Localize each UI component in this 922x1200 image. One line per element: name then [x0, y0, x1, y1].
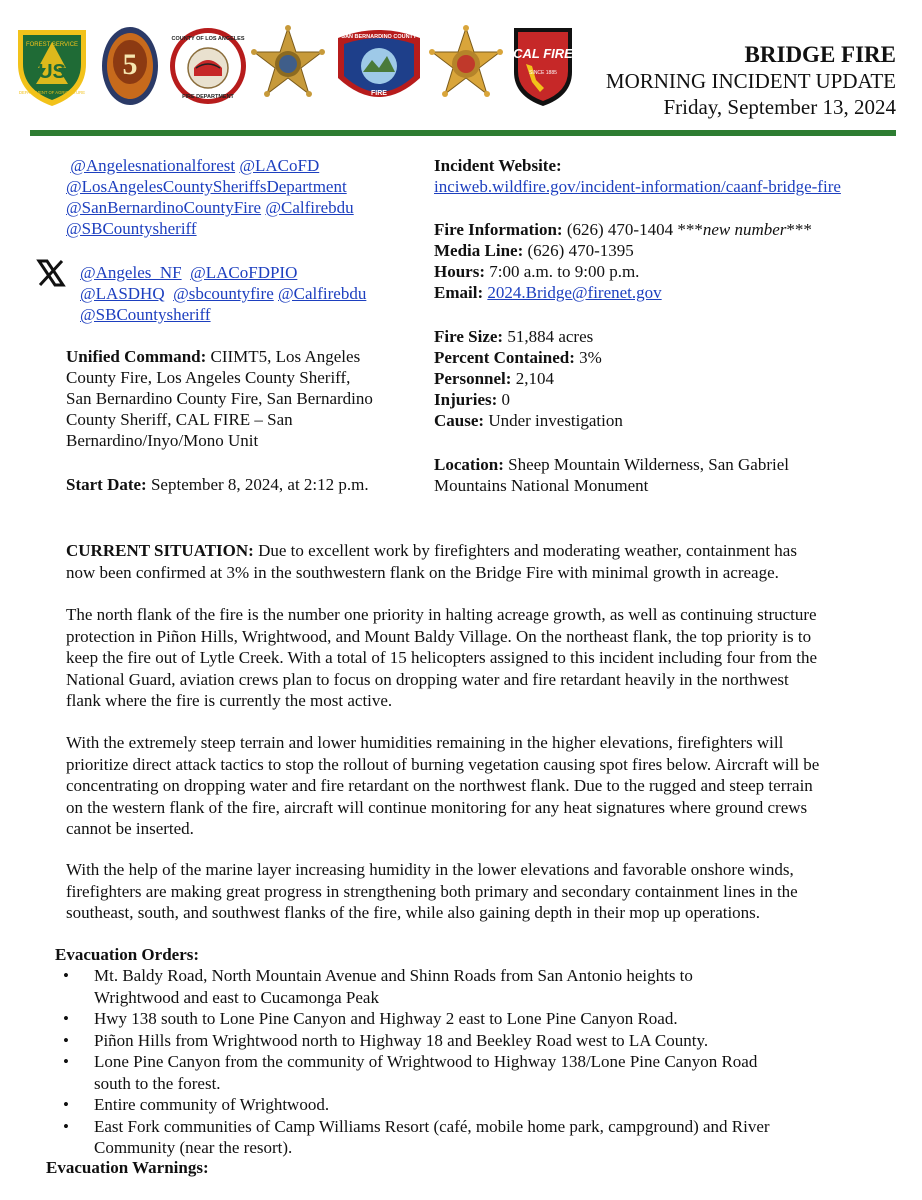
forest-service-letters: US — [38, 61, 66, 83]
sb-fire-label: SAN BERNARDINO COUNTY — [341, 34, 417, 40]
x-handle[interactable]: @Calfirebdu — [278, 284, 367, 303]
situation-paragraph-4 — [66, 859, 894, 924]
paragraph-line: cannot be inserted. — [66, 819, 194, 838]
email-link[interactable]: 2024.Bridge@firenet.gov — [487, 283, 662, 302]
list-item-text: Mt. Baldy Road, North Mountain Avenue and Shinn Roads from San Antonio heights to — [94, 966, 693, 985]
x-line-2 — [80, 283, 425, 304]
paragraph-line: With the help of the marine layer increasing humidity in the lower elevations and favorable onshore winds, — [66, 860, 794, 879]
la-county-sheriff-logo — [250, 24, 326, 108]
fire-info-note: new number — [702, 220, 787, 239]
media-value: (626) 470-1395 — [527, 241, 634, 260]
location-label: Location: — [434, 455, 504, 474]
email-label: Email: — [434, 283, 484, 302]
facebook-handles — [66, 155, 411, 239]
evacuation-warnings-heading: Evacuation Warnings: — [46, 1158, 209, 1177]
paragraph-line: flank where the fire is currently the most active. — [66, 691, 393, 710]
facebook-handle[interactable]: @SBCountysheriff — [66, 219, 197, 238]
paragraph-line: National Guard, aviation crews plan to focus on dropping water and fire retardant heavily in the northwest — [66, 669, 789, 689]
list-item-text: Hwy 138 south to Lone Pine Canyon and Highway 2 east to Lone Pine Canyon Road. — [94, 1009, 678, 1028]
unified-command-line: County Sheriff, CAL FIRE – San — [66, 410, 293, 429]
fire-info-value: (626) 470-1404 *** — [566, 220, 703, 239]
start-date-value: September 8, 2024, at 2:12 p.m. — [150, 475, 369, 494]
list-item — [56, 1051, 856, 1094]
fire-info-label: Fire Information: — [434, 220, 563, 239]
unified-command-line: County Fire, Los Angeles County Sheriff, — [66, 368, 351, 387]
facebook-line-3 — [66, 197, 411, 218]
x-handle[interactable]: @SBCountysheriff — [80, 305, 211, 324]
evacuation-orders-heading: Evacuation Orders: — [55, 945, 200, 964]
list-item — [56, 965, 856, 1008]
incident-website-label: Incident Website: — [434, 156, 562, 175]
bullet: • — [63, 1009, 69, 1028]
hours-line — [434, 261, 904, 282]
list-item-text: Community (near the resort). — [94, 1138, 293, 1157]
unified-command-line: CIIMT5, Los Angeles — [210, 347, 361, 366]
la-county-fire-logo — [168, 24, 248, 108]
stat-cause — [434, 410, 904, 431]
paragraph-line: The north flank of the fire is the number one priority in halting acreage growth, as well as continuing structure — [66, 605, 817, 624]
list-item — [56, 1008, 856, 1030]
la-county-fire-bottom: FIRE DEPARTMENT — [182, 94, 234, 100]
start-date-label: Start Date: — [66, 475, 147, 494]
hours-label: Hours: — [434, 262, 485, 281]
situation-label: CURRENT SITUATION: — [66, 541, 254, 560]
stat-personnel — [434, 368, 904, 389]
stat-label: Injuries: — [434, 390, 498, 409]
list-item-text: Piñon Hills from Wrightwood north to Highway 18 and Beekley Road west to LA County. — [94, 1030, 709, 1050]
stat-percent-contained — [434, 347, 904, 368]
stat-value: 3% — [579, 348, 602, 367]
stat-label: Fire Size: — [434, 327, 504, 346]
facebook-handle[interactable]: @SanBernardinoCountyFire — [66, 198, 262, 217]
cal-fire-label: CAL FIRE — [513, 46, 573, 61]
facebook-line-2 — [66, 176, 411, 197]
list-item-text: Entire community of Wrightwood. — [94, 1095, 330, 1114]
bullet: • — [63, 1095, 69, 1114]
x-line-1 — [80, 262, 425, 283]
list-item — [56, 1030, 856, 1052]
x-line-3 — [80, 304, 425, 325]
stat-value: 0 — [501, 390, 511, 409]
x-handle[interactable]: @Angeles_NF — [80, 263, 182, 282]
document-subtitle: MORNING INCIDENT UPDATE — [605, 69, 896, 93]
stat-label: Percent Contained: — [434, 348, 575, 367]
list-item-text: East Fork communities of Camp Williams Resort (café, mobile home park, campground) and River — [94, 1116, 770, 1136]
stat-fire-size — [434, 326, 904, 347]
forest-service-logo — [14, 24, 90, 108]
start-date — [66, 474, 411, 495]
ciimt5-logo — [100, 24, 160, 108]
sb-fire-bottom: FIRE — [371, 90, 387, 97]
contact-info — [434, 219, 904, 303]
situation-text: Due to excellent work by firefighters and moderating weather, containment has — [258, 541, 797, 560]
x-handle[interactable]: @sbcountyfire — [173, 284, 274, 303]
list-item — [56, 1094, 856, 1116]
bullet: • — [63, 1052, 69, 1071]
facebook-handle[interactable]: @Angelesnationalforest — [70, 156, 236, 175]
facebook-handle[interactable]: @Calfirebdu — [265, 198, 354, 217]
media-line — [434, 240, 904, 261]
paragraph-line: prioritize direct attack tactics to stop the rollout of burning vegetation causing spot fires below. Aircraft will be — [66, 754, 820, 774]
la-county-fire-label: COUNTY OF LOS ANGELES — [171, 36, 245, 42]
document-date: Friday, September 13, 2024 — [663, 95, 896, 119]
incident-website-link[interactable]: inciweb.wildfire.gov/incident-information/caanf-bridge-fire — [434, 177, 841, 196]
fire-info-suffix: *** — [786, 220, 812, 239]
stat-value: 2,104 — [515, 369, 554, 388]
hours-value: 7:00 a.m. to 9:00 p.m. — [489, 262, 640, 281]
fire-info-line — [434, 219, 904, 240]
x-handles — [80, 262, 425, 325]
list-item — [56, 1116, 856, 1159]
facebook-line-1 — [66, 155, 411, 176]
situation-paragraph-2 — [66, 604, 894, 712]
unified-command-label: Unified Command: — [66, 347, 207, 366]
unified-command-line: San Bernardino County Fire, San Bernardino — [66, 389, 373, 408]
unified-command — [66, 346, 411, 451]
stat-value: Under investigation — [488, 411, 623, 430]
x-logo-icon — [36, 258, 66, 288]
forest-service-bottom: DEPARTMENT OF AGRICULTURE — [19, 90, 85, 95]
document-header — [606, 42, 896, 121]
cal-fire-logo — [510, 24, 576, 108]
x-handle[interactable]: @LACoFDPIO — [190, 263, 298, 282]
list-item-text: south to the forest. — [94, 1073, 221, 1093]
cal-fire-bottom: SINCE 1885 — [529, 70, 557, 76]
incident-website — [434, 155, 904, 197]
bullet: • — [63, 1030, 69, 1050]
x-handle[interactable]: @LASDHQ — [80, 284, 165, 303]
stat-injuries — [434, 389, 904, 410]
paragraph-line: on the western flank of the fire, aircraft will continue monitoring for any heat signatures where ground crews — [66, 797, 808, 817]
unified-command-line: Bernardino/Inyo/Mono Unit — [66, 431, 259, 450]
situation-paragraph-1 — [66, 540, 894, 583]
paragraph-line: southeast, south, and southwest flanks of the fire, while also gaining depth in their mop up operations. — [66, 903, 761, 922]
paragraph-line: With the extremely steep terrain and lower humidities remaining in the higher elevations, firefighters will — [66, 733, 784, 752]
location-line: Mountains National Monument — [434, 476, 649, 495]
bullet: • — [63, 1116, 69, 1136]
situation-text: now been confirmed at 3% in the southwestern flank on the Bridge Fire with minimal growth in acreage. — [66, 562, 779, 582]
ciimt5-number: 5 — [122, 48, 138, 81]
facebook-handle[interactable]: @LosAngelesCountySheriffsDepartment — [66, 177, 347, 196]
media-label: Media Line: — [434, 241, 524, 260]
fire-stats — [434, 326, 904, 431]
location — [434, 454, 904, 496]
situation-paragraph-3 — [66, 732, 894, 840]
bullet: • — [63, 966, 69, 985]
list-item-text: Wrightwood and east to Cucamonga Peak — [94, 987, 379, 1007]
paragraph-line: protection in Piñon Hills, Wrightwood, and Mount Baldy Village. On the northeast flank, the top priority is to — [66, 626, 812, 646]
header-divider — [30, 130, 896, 136]
paragraph-line: concentrating on dropping water and fire retardant on the northwest flank. Due to the rugged and steep terrain — [66, 776, 813, 795]
evacuation-orders-list — [56, 965, 856, 1159]
forest-service-label: FOREST SERVICE — [25, 42, 79, 48]
paragraph-line: firefighters are making great progress in strengthening both primary and secondary containment lines in the — [66, 881, 798, 901]
san-bernardino-fire-logo — [332, 24, 426, 108]
facebook-handle[interactable]: @LACoFD — [239, 156, 320, 175]
san-bernardino-sheriff-logo — [428, 24, 504, 108]
location-line: Sheep Mountain Wilderness, San Gabriel — [508, 455, 790, 474]
stat-label: Personnel: — [434, 369, 512, 388]
stat-value: 51,884 acres — [507, 327, 594, 346]
email-line — [434, 282, 904, 303]
list-item-text: Lone Pine Canyon from the community of Wrightwood to Highway 138/Lone Pine Canyon Road — [94, 1052, 758, 1071]
paragraph-line: keep the fire out of Lytle Creek. With a total of 15 helicopters assigned to this incident including four from the — [66, 648, 818, 667]
facebook-line-4 — [66, 218, 411, 239]
stat-label: Cause: — [434, 411, 485, 430]
document-title: BRIDGE FIRE — [744, 42, 896, 67]
